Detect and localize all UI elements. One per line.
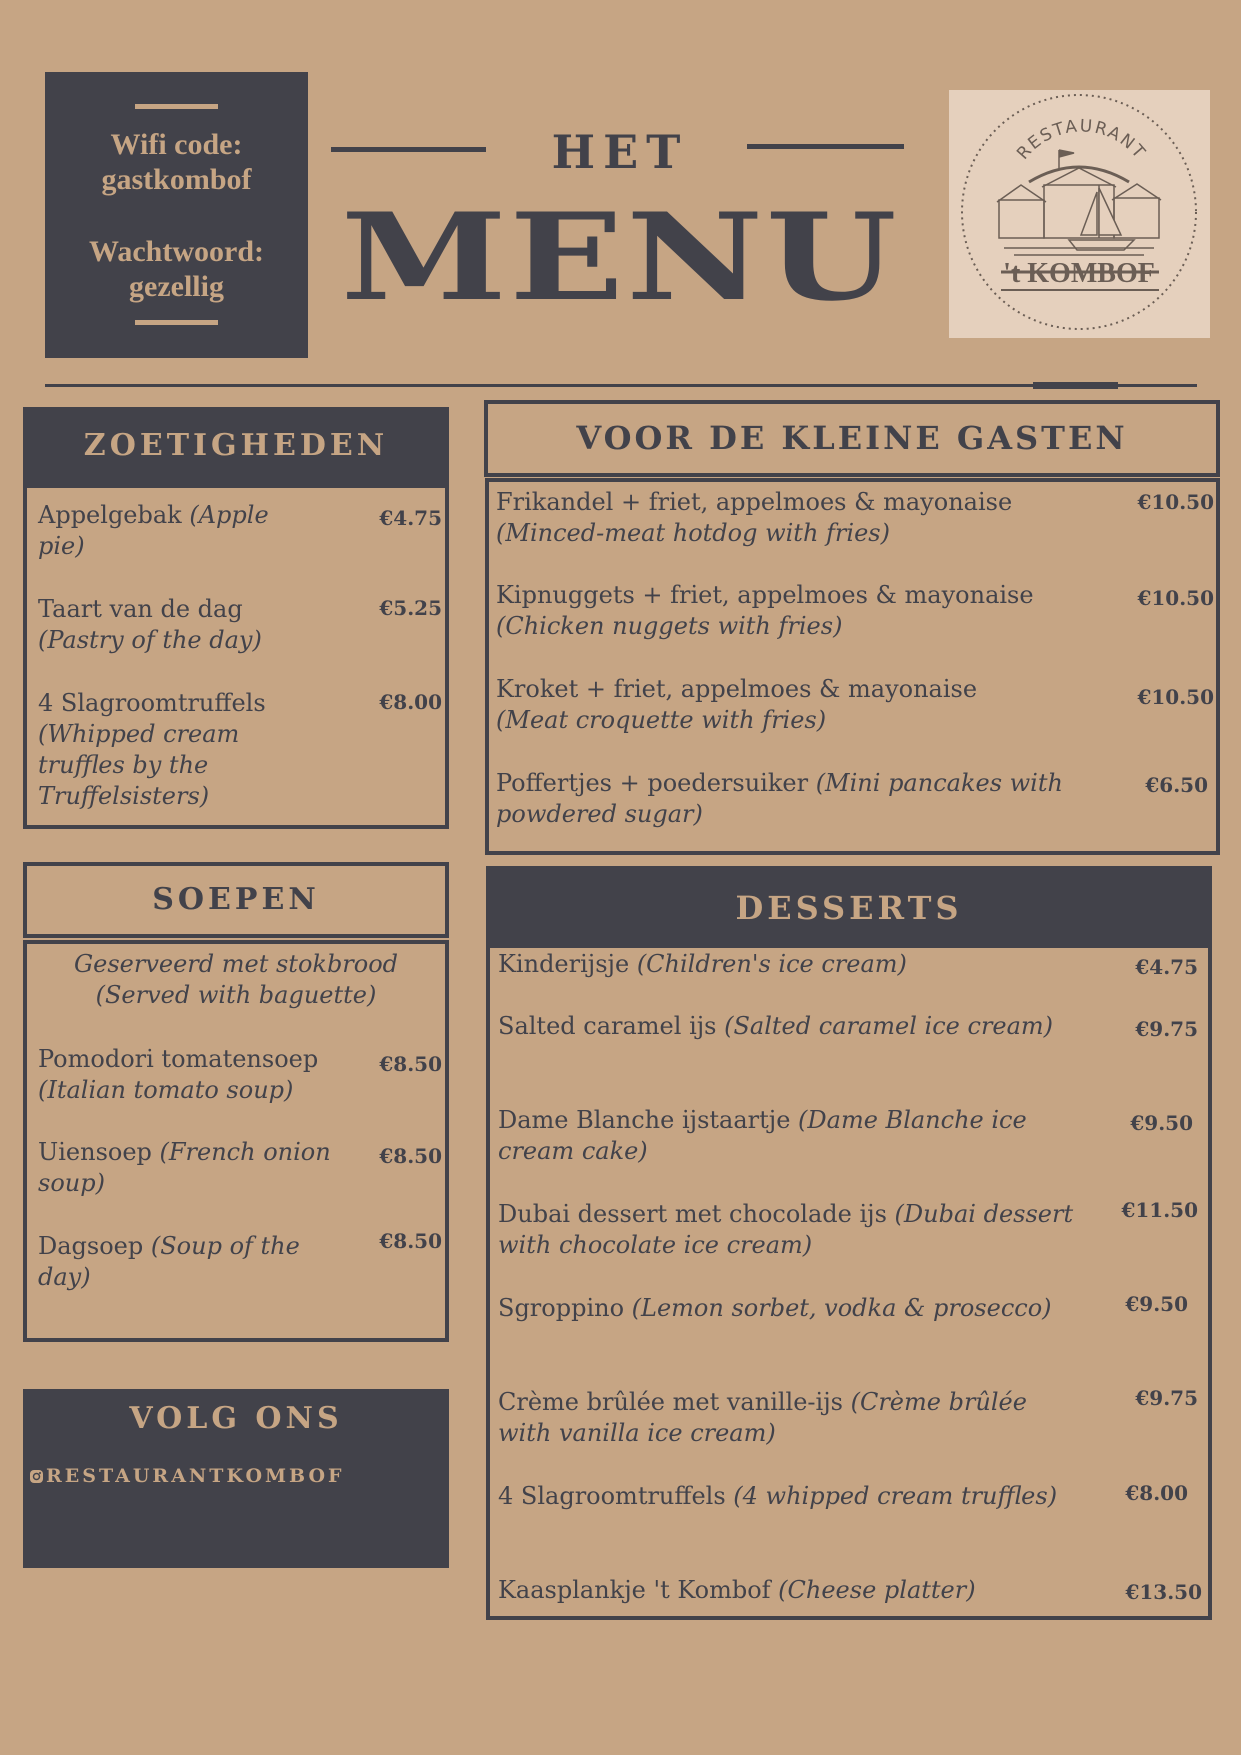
title-rule-left bbox=[331, 147, 486, 152]
item-name: Frikandel + friet, appelmoes & mayonaise bbox=[496, 488, 1013, 516]
item-price: €10.50 bbox=[1137, 586, 1214, 610]
item-price: €11.50 bbox=[1121, 1198, 1198, 1222]
soup-note bbox=[27, 949, 445, 1011]
wifi-password-value: gezellig bbox=[129, 270, 224, 303]
menu-item bbox=[498, 949, 1058, 980]
wifi-password-label: Wachtwoord: bbox=[89, 235, 264, 268]
item-translation: (Apple pie) bbox=[38, 501, 269, 560]
menu-item bbox=[498, 1481, 1058, 1512]
item-name: Sgroppino bbox=[498, 1294, 632, 1322]
item-translation: (French onion soup) bbox=[38, 1138, 331, 1197]
wifi-box bbox=[45, 72, 308, 358]
item-translation: (Mini pancakes with powdered sugar) bbox=[496, 769, 1063, 828]
section-header-desserts: DESSERTS bbox=[486, 866, 1212, 944]
section-header-soepen: SOEPEN bbox=[23, 862, 449, 938]
logo-bottom-text: 't KOMBOF bbox=[1003, 258, 1155, 289]
logo-top-text: RESTAURANT bbox=[1013, 116, 1150, 164]
item-price: €13.50 bbox=[1125, 1580, 1202, 1604]
item-price: €10.50 bbox=[1137, 685, 1214, 709]
menu-item bbox=[498, 1293, 1058, 1324]
section-header-kleine-gasten: VOOR DE KLEINE GASTEN bbox=[484, 400, 1220, 477]
item-price: €9.50 bbox=[1130, 1111, 1193, 1135]
restaurant-logo bbox=[949, 90, 1210, 338]
item-name: Dagsoep bbox=[38, 1232, 151, 1260]
item-price: €4.75 bbox=[379, 506, 442, 530]
menu-item bbox=[498, 1387, 1058, 1449]
item-translation: (Meat croquette with fries) bbox=[496, 706, 827, 734]
item-price: €4.75 bbox=[1135, 955, 1198, 979]
item-translation: (Salted caramel ice cream) bbox=[724, 1012, 1054, 1040]
soup-note-en: (Served with baguette) bbox=[95, 981, 377, 1009]
social-box bbox=[23, 1389, 449, 1568]
logo-emblem-icon bbox=[949, 90, 1210, 338]
social-handle: RESTAURANTKOMBOF bbox=[46, 1465, 345, 1487]
soup-note-nl: Geserveerd met stokbrood bbox=[73, 950, 399, 978]
menu-item bbox=[38, 1044, 368, 1106]
wifi-code-value: gastkombof bbox=[101, 163, 252, 196]
menu-item bbox=[498, 1011, 1058, 1042]
item-translation: (Children's ice cream) bbox=[636, 950, 907, 978]
item-price: €8.00 bbox=[379, 690, 442, 714]
item-price: €8.50 bbox=[379, 1052, 442, 1076]
instagram-icon bbox=[29, 1469, 44, 1484]
item-name: 4 Slagroomtruffels bbox=[498, 1482, 734, 1510]
item-translation: (Cheese platter) bbox=[778, 1576, 976, 1604]
section-header-zoetigheden: ZOETIGHEDEN bbox=[23, 407, 449, 485]
title-het: HET bbox=[551, 125, 689, 179]
item-name: Salted caramel ijs bbox=[498, 1012, 725, 1040]
item-name: Crème brûlée met vanille-ijs bbox=[498, 1388, 851, 1416]
item-name: Kipnuggets + friet, appelmoes & mayonaise bbox=[496, 581, 1034, 609]
menu-item bbox=[496, 674, 1116, 736]
menu-item bbox=[496, 487, 1116, 549]
kleine-gasten-list bbox=[485, 478, 1220, 855]
item-name: Kaasplankje 't Kombof bbox=[498, 1576, 779, 1604]
menu-item bbox=[38, 1137, 338, 1199]
svg-text:RESTAURANT bbox=[1013, 116, 1150, 163]
wifi-top-bar bbox=[135, 104, 218, 109]
item-translation: (Chicken nuggets with fries) bbox=[496, 612, 843, 640]
item-name: Pomodori tomatensoep bbox=[38, 1045, 319, 1073]
menu-item bbox=[38, 594, 338, 656]
item-price: €9.75 bbox=[1135, 1017, 1198, 1041]
item-price: €9.50 bbox=[1125, 1292, 1188, 1316]
item-price: €5.25 bbox=[379, 596, 442, 620]
item-translation: (Lemon sorbet, vodka & prosecco) bbox=[631, 1294, 1052, 1322]
item-translation: (Dubai dessert with chocolate ice cream) bbox=[498, 1200, 1074, 1259]
page-title: MENU bbox=[340, 187, 900, 328]
item-translation: (Minced-meat hotdog with fries) bbox=[496, 519, 890, 547]
social-header: VOLG ONS bbox=[129, 1401, 343, 1436]
header-divider bbox=[45, 384, 1197, 387]
item-price: €8.50 bbox=[379, 1144, 442, 1168]
wifi-code-label: Wifi code: bbox=[110, 128, 243, 161]
menu-item bbox=[496, 768, 1116, 830]
soepen-list bbox=[23, 940, 449, 1342]
menu-item bbox=[498, 1199, 1088, 1261]
item-price: €9.75 bbox=[1135, 1386, 1198, 1410]
menu-item bbox=[496, 580, 1126, 642]
item-translation: (Whipped cream truffles by the Truffelsisters) bbox=[38, 720, 240, 810]
item-name: 4 Slagroomtruffels bbox=[38, 689, 266, 717]
item-price: €6.50 bbox=[1145, 773, 1208, 797]
social-handle-row[interactable] bbox=[29, 1465, 344, 1487]
menu-item bbox=[38, 500, 318, 562]
item-name: Uiensoep bbox=[38, 1138, 160, 1166]
item-name: Taart van de dag bbox=[38, 595, 243, 623]
menu-item bbox=[38, 688, 298, 812]
item-name: Dame Blanche ijstaartje bbox=[498, 1106, 799, 1134]
item-name: Kinderijsje bbox=[498, 950, 637, 978]
item-translation: (Soup of the day) bbox=[38, 1232, 300, 1291]
item-translation: (Italian tomato soup) bbox=[38, 1076, 294, 1104]
item-name: Appelgebak bbox=[38, 501, 190, 529]
header-divider-accent bbox=[1033, 382, 1118, 389]
item-translation: (4 whipped cream truffles) bbox=[733, 1482, 1058, 1510]
item-price: €10.50 bbox=[1137, 490, 1214, 514]
zoetigheden-list bbox=[23, 484, 449, 829]
wifi-bottom-bar bbox=[135, 320, 218, 325]
item-name: Poffertjes + poedersuiker bbox=[496, 769, 816, 797]
item-name: Kroket + friet, appelmoes & mayonaise bbox=[496, 675, 978, 703]
title-rule-right bbox=[747, 144, 904, 149]
menu-item bbox=[498, 1105, 1088, 1167]
item-translation: (Crème brûlée with vanilla ice cream) bbox=[498, 1388, 1027, 1447]
item-price: €8.50 bbox=[379, 1229, 442, 1253]
menu-item bbox=[38, 1231, 358, 1293]
item-translation: (Dame Blanche ice cream cake) bbox=[498, 1106, 1027, 1165]
item-name: Dubai dessert met chocolade ijs bbox=[498, 1200, 895, 1228]
menu-item bbox=[498, 1575, 1098, 1606]
desserts-list bbox=[486, 944, 1212, 1620]
item-translation: (Pastry of the day) bbox=[38, 626, 262, 654]
item-price: €8.00 bbox=[1125, 1481, 1188, 1505]
